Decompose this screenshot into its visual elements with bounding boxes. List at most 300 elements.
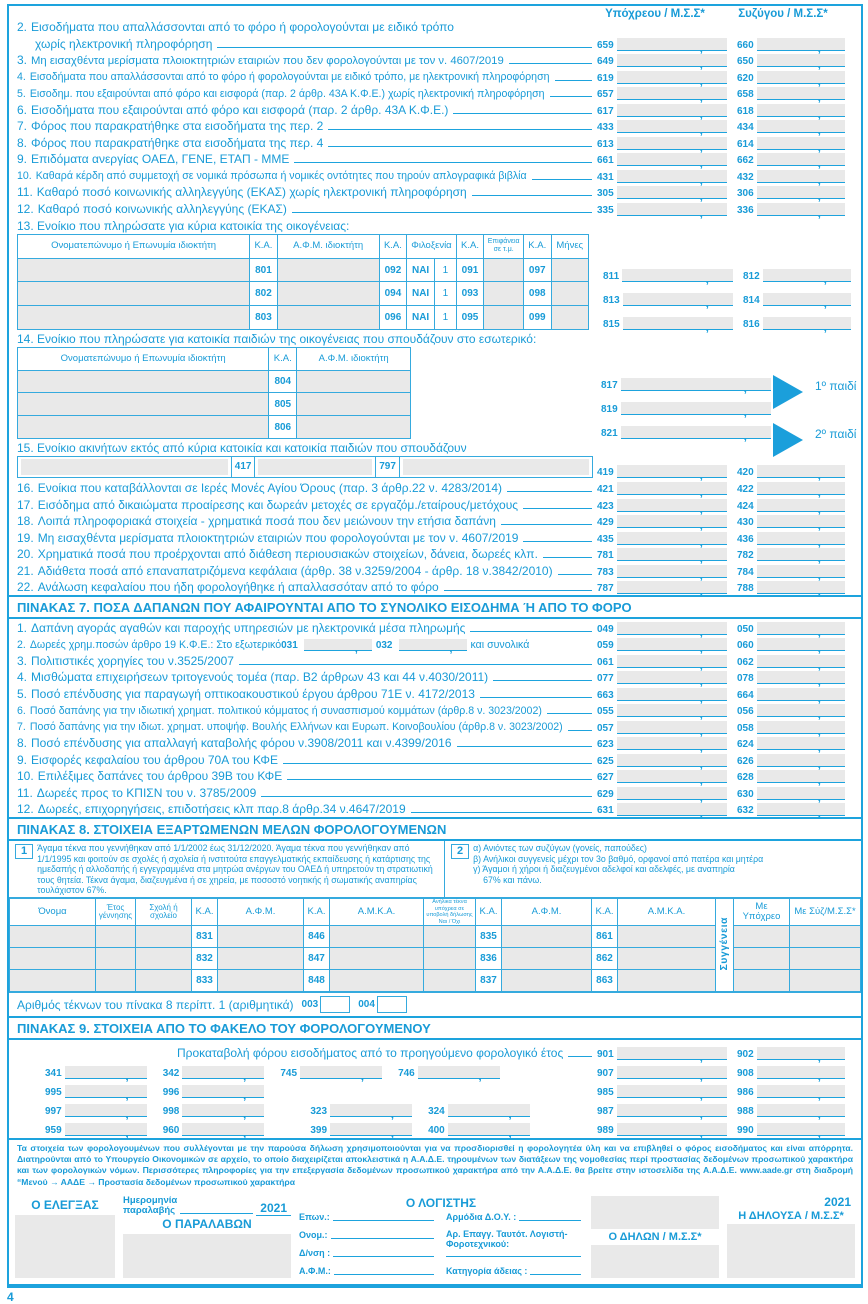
field-code: 847: [304, 948, 330, 970]
amount-input[interactable]: [757, 737, 845, 750]
field-code: 998: [162, 1106, 180, 1117]
amount-input[interactable]: [617, 532, 727, 545]
line-19: [9, 529, 861, 546]
amount-input[interactable]: [757, 655, 845, 668]
line-number: 10.: [17, 170, 32, 183]
amount-input[interactable]: [757, 1047, 845, 1060]
afm-input[interactable]: [277, 258, 379, 282]
field-code: 831: [192, 926, 218, 948]
hospitality-value[interactable]: 1: [435, 306, 457, 330]
months-input[interactable]: [551, 258, 588, 282]
second-child-arrow-icon: [773, 423, 803, 457]
field-code: 056: [737, 706, 754, 718]
rule-line: [523, 508, 592, 509]
receiver-signature-area[interactable]: [123, 1234, 291, 1278]
line-13-table-wrap: [9, 234, 861, 330]
line-label: Χρηματικά ποσά που προέρχονται από διάθεση περιουσιακών στοιχείων, δάνεια, δωρεές κλπ.: [37, 547, 538, 561]
col-afm: Α.Φ.Μ. ιδιοκτήτη: [277, 234, 379, 258]
line-label: Μη εισαχθέντα μερίσματα πλοιοκτητριών εταιριών που φορολογούνται με τον ν. 4607/2019: [37, 530, 519, 545]
amount-input[interactable]: [617, 170, 727, 183]
amount-input[interactable]: [448, 1104, 530, 1117]
owner-name-input[interactable]: [18, 416, 269, 439]
amount-input[interactable]: [617, 120, 727, 133]
amka-input[interactable]: [330, 970, 424, 992]
rule-line: [292, 212, 592, 213]
table-row: [18, 306, 589, 330]
line-number: 18.: [17, 514, 34, 528]
amount-input[interactable]: [617, 153, 727, 166]
birth-year-input[interactable]: [96, 948, 136, 970]
amka-input[interactable]: [618, 926, 716, 948]
amount-input[interactable]: [182, 1085, 264, 1098]
amount-input[interactable]: [757, 38, 845, 51]
col-relation: Συγγένεια: [716, 899, 734, 992]
line-label: Εισόδημα από δικαιώματα προαίρεσης και δωρεάν μετοχές σε εργαζόμ./εταίρους/μετόχους: [37, 497, 519, 512]
amount-input[interactable]: [617, 565, 727, 578]
months-input[interactable]: [551, 282, 588, 306]
col-birth-year: Έτος γέννησης: [96, 899, 136, 926]
line-label: Προκαταβολή φόρου εισοδήματος από το προηγούμενο φορολογικό έτος: [177, 1046, 564, 1060]
field-code: 324: [428, 1106, 445, 1117]
field-code: 399: [310, 1125, 328, 1136]
amount-input[interactable]: [617, 770, 727, 783]
amount-input[interactable]: [617, 465, 727, 478]
note-2d: 67% και πάνω.: [483, 874, 542, 885]
field-code: 985: [597, 1087, 614, 1098]
amount-input[interactable]: [757, 120, 845, 133]
field-code: 625: [597, 755, 614, 767]
accountant-afm-input[interactable]: [334, 1274, 434, 1275]
amount-input[interactable]: [617, 622, 727, 635]
afm-input[interactable]: [297, 370, 411, 393]
amount-input[interactable]: [65, 1085, 147, 1098]
line-14-table-wrap: [9, 347, 861, 439]
field-code: 781: [597, 550, 614, 562]
amount-input[interactable]: [757, 186, 845, 199]
first-child-label: 1º παιδί: [815, 378, 857, 393]
field-code: 417: [231, 457, 256, 477]
afm-input[interactable]: [297, 416, 411, 439]
field-code: 787: [597, 583, 614, 595]
inspector-signature-area[interactable]: [15, 1215, 115, 1278]
amount-input[interactable]: [621, 402, 771, 415]
amount-input[interactable]: [617, 1066, 727, 1079]
with-spouse-input[interactable]: [790, 948, 861, 970]
line-17: [9, 496, 861, 513]
col-ka: Κ.Α.: [192, 899, 218, 926]
amount-input[interactable]: [757, 721, 845, 734]
table-row: [18, 370, 411, 393]
area-input[interactable]: [484, 306, 524, 330]
afm-input[interactable]: [218, 948, 304, 970]
field-code: 062: [737, 656, 754, 668]
amount-input[interactable]: [617, 787, 727, 800]
amount-input[interactable]: [617, 704, 727, 717]
amount-input[interactable]: [304, 639, 372, 651]
table-row: [10, 948, 861, 970]
page-number: 4: [7, 1289, 14, 1304]
table7-subtitle: ΠΟΣΑ ΔΑΠΑΝΩΝ ΠΟΥ ΑΦΑΙΡΟΥΝΤΑΙ ΑΠΟ ΤΟ ΣΥΝΟΛΙΚΟ ΕΙΣΟΔΗΜΑ Ή ΑΠΟ ΤΟ ΦΟΡΟ: [93, 600, 632, 616]
amount-input[interactable]: [763, 269, 851, 282]
field-code: 423: [597, 500, 614, 512]
field-code: 650: [737, 56, 754, 68]
minor-declaration-input[interactable]: [424, 970, 476, 992]
col-afm: Α.Φ.Μ.: [502, 899, 592, 926]
amount-input[interactable]: [617, 71, 727, 84]
amount-input[interactable]: [617, 137, 727, 150]
p7-line-9: [9, 751, 861, 768]
name-input[interactable]: [10, 970, 96, 992]
rule-line: [287, 779, 592, 780]
amount-input[interactable]: [182, 1104, 264, 1117]
line-number: 20.: [17, 547, 34, 561]
amount-input[interactable]: [623, 317, 733, 330]
amount-input[interactable]: [757, 137, 845, 150]
owner-name-input[interactable]: [18, 370, 269, 393]
col-ka: Κ.Α.: [592, 899, 618, 926]
field-code: 986: [737, 1087, 754, 1098]
field-code: 836: [476, 948, 502, 970]
amount-input[interactable]: [617, 1123, 727, 1136]
field-code: 419: [597, 466, 614, 478]
hospitality-value[interactable]: 1: [435, 258, 457, 282]
field-code: 421: [597, 484, 614, 496]
amount-input[interactable]: [757, 1085, 845, 1098]
amount-input[interactable]: [757, 754, 845, 767]
table7-title: ΠΙΝΑΚΑΣ 7.: [17, 600, 90, 616]
col-ka: Κ.Α.: [379, 234, 407, 258]
col-with-spouse: Με Σύζ/Μ.Σ.Σ*: [790, 899, 861, 926]
birth-year-input[interactable]: [96, 926, 136, 948]
table8-notes: [9, 841, 861, 898]
field-code: 400: [428, 1125, 445, 1136]
accountant-id-input[interactable]: [446, 1256, 581, 1257]
afm-input[interactable]: [502, 926, 592, 948]
with-obligor-input[interactable]: [734, 970, 790, 992]
table9-subtitle: ΣΤΟΙΧΕΙΑ ΑΠΟ ΤΟ ΦΑΚΕΛΟ ΤΟΥ ΦΟΡΟΛΟΓΟΥΜΕΝΟΥ: [93, 1021, 431, 1036]
with-obligor-input[interactable]: [734, 926, 790, 948]
line-label: Δωρεές προς το ΚΠΙΣΝ του ν. 3785/2009: [36, 785, 257, 800]
amount-input[interactable]: [757, 565, 845, 578]
rule-line: [453, 113, 592, 114]
p7-line-7: [9, 718, 861, 735]
declarant-female-signature-area[interactable]: [727, 1224, 855, 1278]
line-label: Καθαρό ποσό κοινωνικής αλληλεγγύης (ΕΚΑΣ) χωρίς ηλεκτρονική πληροφόρηση: [36, 185, 467, 199]
amount-input[interactable]: [617, 87, 727, 100]
amount-input[interactable]: [757, 1066, 845, 1079]
amount-input[interactable]: [757, 548, 845, 561]
field-code: 305: [597, 188, 614, 200]
amount-input[interactable]: [757, 54, 845, 67]
field-code: 060: [737, 640, 754, 652]
field-code: 626: [737, 755, 754, 767]
amount-input[interactable]: [617, 754, 727, 767]
afm-input[interactable]: [218, 970, 304, 992]
amount-input[interactable]: [757, 787, 845, 800]
col-ka: Κ.Α.: [523, 234, 551, 258]
line-label: Ανάλωση κεφαλαίου που ήδη φορολογήθηκε ή απαλλασσόταν από το φόρο: [37, 580, 439, 594]
amount-input[interactable]: [757, 465, 845, 478]
area-input[interactable]: [484, 258, 524, 282]
children-count-input[interactable]: [377, 996, 407, 1013]
amount-input[interactable]: [757, 515, 845, 528]
field-code: 433: [597, 122, 614, 134]
amount-input[interactable]: [617, 671, 727, 684]
amount-input[interactable]: [757, 704, 845, 717]
note-2-number: 2: [451, 844, 469, 859]
amount-input[interactable]: [763, 293, 851, 306]
amka-input[interactable]: [330, 926, 424, 948]
declarant-male-label: Ο ΔΗΛΩΝ / Μ.Σ.Σ*: [608, 1230, 702, 1243]
amka-input[interactable]: [330, 948, 424, 970]
field-code: 959: [45, 1125, 62, 1136]
col-afm: Α.Φ.Μ. ιδιοκτήτη: [297, 347, 411, 370]
amka-input[interactable]: [618, 948, 716, 970]
line-number: 11.: [17, 185, 33, 199]
amount-input[interactable]: [617, 482, 727, 495]
rent-main-residence-table: [17, 234, 589, 330]
amount-input[interactable]: [617, 54, 727, 67]
amount-input[interactable]: [65, 1123, 147, 1136]
afm-input[interactable]: [218, 926, 304, 948]
field-code: 613: [597, 138, 614, 150]
rent-students-table: [17, 347, 411, 439]
field-code: 059: [597, 640, 614, 652]
field-code: 788: [737, 583, 754, 595]
line-number: 6.: [17, 704, 26, 717]
rule-line: [283, 763, 592, 764]
amount-input[interactable]: [182, 1066, 264, 1079]
owner-name-input[interactable]: [18, 393, 269, 416]
amount-input[interactable]: [757, 770, 845, 783]
amount-input[interactable]: [330, 1123, 412, 1136]
amount-input[interactable]: [617, 581, 727, 594]
rent-other-input[interactable]: [258, 459, 372, 475]
amount-input[interactable]: [65, 1066, 147, 1079]
field-code: 663: [597, 689, 614, 701]
afm-input[interactable]: [502, 948, 592, 970]
hospitality-value[interactable]: 1: [435, 282, 457, 306]
line-number: 12.: [17, 201, 34, 216]
amka-input[interactable]: [618, 970, 716, 992]
amount-input[interactable]: [757, 803, 845, 816]
with-spouse-input[interactable]: [790, 926, 861, 948]
afm-input[interactable]: [277, 282, 379, 306]
note-2a: α) Ανιόντες των συζύγων (γονείς, παπούδες): [473, 843, 647, 854]
license-category-input[interactable]: [530, 1274, 581, 1275]
field-code: 662: [737, 155, 754, 167]
receiver-box: [123, 1196, 291, 1278]
amount-input[interactable]: [757, 153, 845, 166]
months-input[interactable]: [551, 306, 588, 330]
rule-line: [294, 162, 592, 163]
field-code: 096: [379, 306, 407, 330]
column-header-spouse: Συζύγου / Μ.Σ.Σ*: [738, 8, 828, 20]
amount-input[interactable]: [623, 293, 733, 306]
amount-input[interactable]: [617, 104, 727, 117]
area-input[interactable]: [484, 282, 524, 306]
col-ka: Κ.Α.: [269, 347, 297, 370]
field-code: 989: [597, 1125, 614, 1136]
p7-line-10: [9, 768, 861, 785]
amount-input[interactable]: [757, 688, 845, 701]
field-code: 996: [162, 1087, 180, 1098]
line-number: 3.: [17, 653, 28, 668]
line-label: Καθαρό ποσό κοινωνικής αλληλεγγύης (ΕΚΑΣ): [37, 201, 287, 216]
table-row: [10, 926, 861, 948]
p7-line-1: [9, 619, 861, 636]
amount-input[interactable]: [757, 622, 845, 635]
amount-input[interactable]: [757, 482, 845, 495]
tax-office-label: Αρμόδια Δ.Ο.Υ. :: [446, 1211, 517, 1222]
minor-declaration-input[interactable]: [424, 948, 476, 970]
line-11: [9, 184, 861, 201]
rent-other-input[interactable]: [403, 459, 589, 475]
amount-input[interactable]: [617, 1047, 727, 1060]
amount-input[interactable]: [418, 1066, 500, 1079]
accountant-address-label: Δ/νση :: [299, 1247, 331, 1258]
dependents-table: [9, 898, 861, 992]
table8-subtitle: ΣΤΟΙΧΕΙΑ ΕΞΑΡΤΩΜΕΝΩΝ ΜΕΛΩΝ ΦΟΡΟΛΟΓΟΥΜΕΝΩΝ: [93, 822, 447, 838]
amount-input[interactable]: [617, 203, 727, 216]
hospitality-yes[interactable]: ΝΑΙ: [407, 258, 435, 282]
amount-input[interactable]: [617, 499, 727, 512]
accountant-firstname-input[interactable]: [331, 1238, 434, 1239]
col-school: Σχολή ή σχολείο: [136, 899, 192, 926]
line-label: Μισθώματα επιχειρήσεων τριτογενούς τομέα (παρ. Β2 άρθρων 43 και 44 ν.4030/2011): [31, 670, 489, 684]
line-label: Επιδόματα ανεργίας ΟΑΕΔ, ΓΕΝΕ, ΕΤΑΠ - ΜΜΕ: [31, 152, 290, 166]
amount-input[interactable]: [300, 1066, 382, 1079]
field-code: 805: [269, 393, 297, 416]
owner-name-input[interactable]: [18, 258, 250, 282]
rule-line: [568, 1056, 592, 1057]
table8-title: ΠΙΝΑΚΑΣ 8.: [17, 822, 90, 838]
amount-input[interactable]: [757, 104, 845, 117]
amount-input[interactable]: [399, 639, 467, 651]
amount-column-headers: [9, 6, 861, 20]
note-1-text: Άγαμα τέκνα που γεννήθηκαν από 1/1/2002 έως 31/12/2020. Άγαμα τέκνα που γεννήθηκαν από 1/1/1995 και φοιτούν σε σχολές ή σχολεία ή ινστιτούτα επαγγελματικής εκπαίδευσης ή κατάρτισης της ημεδαπής ή αλλοδαπής ή εγγεγραμμένα στα μητρώα ανέργων του ΟΑΕΔ ή υπηρετούν τη στρατιωτική τους θητεία. Τέκνα άγαμα, διαζευγμένα ή σε χηρεία, με ποσοστό νοητικής ή σωματικής αναπηρίας τουλάχιστον 67%.: [37, 843, 433, 895]
field-code: 901: [597, 1049, 614, 1060]
with-spouse-input[interactable]: [790, 970, 861, 992]
rent-other-input[interactable]: [21, 459, 228, 475]
amount-input[interactable]: [622, 269, 733, 282]
col-amka: Α.Μ.Κ.Α.: [330, 899, 424, 926]
amount-input[interactable]: [757, 671, 845, 684]
name-input[interactable]: [10, 926, 96, 948]
amount-input[interactable]: [617, 1104, 727, 1117]
field-code: 846: [304, 926, 330, 948]
hospitality-yes[interactable]: ΝΑΙ: [407, 306, 435, 330]
field-code: 848: [304, 970, 330, 992]
afm-input[interactable]: [297, 393, 411, 416]
amount-input[interactable]: [757, 71, 845, 84]
field-code: 004: [358, 999, 375, 1010]
amount-input[interactable]: [617, 638, 727, 651]
field-code: 061: [597, 656, 614, 668]
declarant-male-signature-area[interactable]: [591, 1245, 719, 1278]
amount-input[interactable]: [757, 1123, 845, 1136]
afm-input[interactable]: [277, 306, 379, 330]
amount-input[interactable]: [757, 532, 845, 545]
accountant-address-input[interactable]: [333, 1256, 434, 1257]
amount-input[interactable]: [757, 499, 845, 512]
rule-line: [328, 129, 592, 130]
line-label: Επιλέξιμες δαπάνες του άρθρου 39Β του ΚΦΕ: [37, 769, 283, 783]
receipt-date-input[interactable]: [180, 1213, 253, 1214]
amount-input[interactable]: [621, 378, 771, 391]
declarant-male-top-area[interactable]: [591, 1196, 719, 1229]
line-13-amounts: [589, 258, 861, 330]
amount-input[interactable]: [617, 186, 727, 199]
field-code: 632: [737, 805, 754, 817]
accountant-fields-left: [299, 1212, 436, 1278]
amount-input[interactable]: [65, 1104, 147, 1117]
note-2: [445, 841, 861, 897]
amount-input[interactable]: [757, 581, 845, 594]
amount-input[interactable]: [330, 1104, 412, 1117]
line-8: [9, 134, 861, 151]
amount-input[interactable]: [448, 1123, 530, 1136]
field-code: 960: [162, 1125, 180, 1136]
rule-line: [568, 730, 592, 731]
school-input[interactable]: [136, 926, 192, 948]
amount-input[interactable]: [757, 638, 845, 651]
line-label: Μη εισαχθέντα μερίσματα πλοιοκτητριών εταιριών που δεν φορολογούνται με τον ν. 4607/2019: [31, 54, 504, 67]
p7-line-8: [9, 735, 861, 752]
name-input[interactable]: [10, 948, 96, 970]
hospitality-yes[interactable]: ΝΑΙ: [407, 282, 435, 306]
field-code: 816: [743, 318, 760, 330]
amount-input[interactable]: [621, 426, 771, 439]
amount-input[interactable]: [617, 38, 727, 51]
afm-input[interactable]: [502, 970, 592, 992]
owner-name-input[interactable]: [18, 306, 250, 330]
school-input[interactable]: [136, 970, 192, 992]
amount-input[interactable]: [182, 1123, 264, 1136]
owner-name-input[interactable]: [18, 282, 250, 306]
receiver-label: Ο ΠΑΡΑΛΑΒΩΝ: [162, 1216, 252, 1231]
amount-input[interactable]: [617, 721, 727, 734]
amount-input[interactable]: [617, 515, 727, 528]
field-code: 745: [280, 1068, 298, 1079]
amount-input[interactable]: [617, 688, 727, 701]
amount-input[interactable]: [617, 655, 727, 668]
field-code: 990: [737, 1125, 754, 1136]
amount-input[interactable]: [757, 203, 845, 216]
amount-input[interactable]: [617, 803, 727, 816]
amount-input[interactable]: [757, 1104, 845, 1117]
line-label: Δαπάνη αγοράς αγαθών και παροχής υπηρεσιών με ηλεκτρονικά μέσα πληρωμής: [31, 620, 466, 635]
field-code: 658: [737, 89, 754, 101]
school-input[interactable]: [136, 948, 192, 970]
amount-input[interactable]: [757, 170, 845, 183]
line-label: και συνολικά: [470, 638, 530, 651]
field-code: 812: [743, 270, 760, 282]
with-obligor-input[interactable]: [734, 948, 790, 970]
amount-input[interactable]: [763, 317, 851, 330]
amount-input[interactable]: [617, 1085, 727, 1098]
birth-year-input[interactable]: [96, 970, 136, 992]
amount-input[interactable]: [617, 548, 727, 561]
field-code: 435: [597, 533, 614, 545]
field-code: 987: [597, 1106, 614, 1117]
amount-input[interactable]: [757, 87, 845, 100]
minor-declaration-input[interactable]: [424, 926, 476, 948]
amount-input[interactable]: [617, 737, 727, 750]
field-code: 617: [597, 105, 614, 117]
field-code: 814: [743, 294, 760, 306]
children-count-input[interactable]: [320, 996, 350, 1013]
